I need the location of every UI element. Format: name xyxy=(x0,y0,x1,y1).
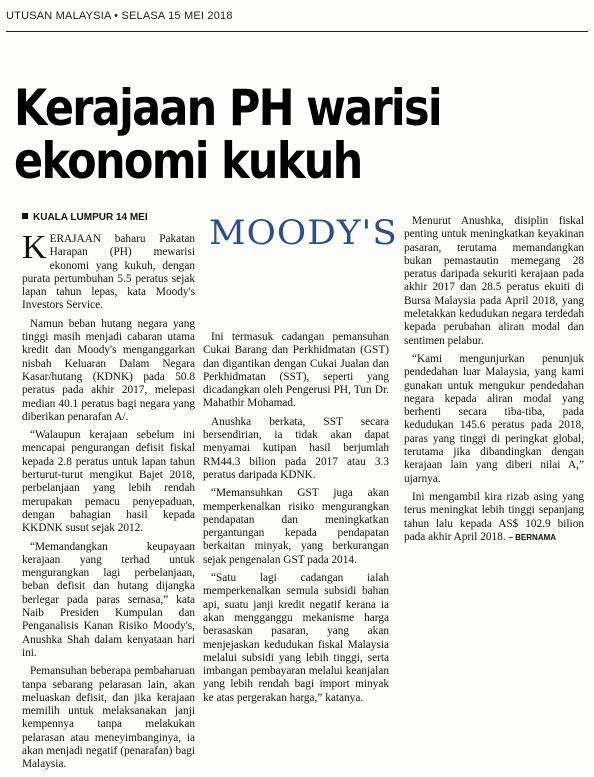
dateline-text: KUALA LUMPUR 14 MEI xyxy=(33,212,148,223)
headline: Kerajaan PH warisi ekonomi kukuh xyxy=(14,79,441,190)
drop-cap: K xyxy=(22,229,47,266)
paragraph-5: Pemansuhan beberapa pembaharuan tanpa sebarang pelarasan lain, akan meluaskan defisit, dan jika kerajaan memilih untuk melaksanakan janji kempennya tanpa melakukan pelarasan atau meneyimbanginya, ia akan menjadi negatif (penarafan) bagi Malaysia. xyxy=(22,665,195,771)
paragraph-7: Anushka berkata, SST secara bersendirian, ia tidak akan dapat menyamai kutipan hasil berjumlah RM44.3 bilion pada 2017 atau 3.3 peratus daripada KDNK. xyxy=(203,415,389,481)
paragraph-2: Namun beban hutang negara yang tinggi masih menjadi cabaran utama kredit dan Moody's menganggarkan nisbah Keluaran Dalam Negara Kasar/hutang (KDNK) pada 50.8 peratus pada akhir 2017, melepasi median 40.1 peratus bagi negara yang diberikan penarafan A/. xyxy=(22,317,195,423)
paragraph-1-text: ERAJAAN baharu Pakatan Harapan (PH) mewarisi ekonomi yang kukuh, dengan purata pertumbuhan 5.5 peratus sejak lapan tahun lepas, kata Moody's Investors Service. xyxy=(22,233,195,312)
paragraph-8: “Memansuhkan GST juga akan memperkenalkan risiko mengurangkan pendapatan dan meningkatkan pergantungan kepada pendapatan berkaitan minyak, yang berkurangan sejak pengenalan GST pada 2014. xyxy=(203,487,389,566)
paragraph-12 xyxy=(404,491,584,544)
paragraph-3: “Walaupun kerajaan sebelum ini mencapai pengurangan defisit fiskal kepada 2.8 peratus untuk lapan tahun berturut-turut mengikut Bajet 2018, perbelanjaan yang lebih rendah merupakan pemacu penyepaduan, dengan bahagian hasil kepada KKDNK susut sejak 2012. xyxy=(22,429,195,535)
paragraph-1 xyxy=(22,229,195,313)
paragraph-12-text: Ini mengambil kira rizab asing yang terus meningkat lebih tinggi sepanjang tahun lalu kepada AS$ 102.9 bilion pada akhir April 2018. xyxy=(404,490,584,543)
column-1 xyxy=(22,229,195,777)
paragraph-9: “Satu lagi cadangan ialah memperkenalkan semula subsidi bahan api, suatu janji kredit negatif kerana ia akan mengganggu mekanisme harga berasaskan pasaran, yang akan menjejaskan kedudukan fiskal Malaysia melalui subsidi yang lebih tinggi, serta imbangan pembayaran melalui keanjalan yang lebih rendah bagi import minyak ke atas pergerakan harga,” katanya. xyxy=(203,572,389,704)
dateline-bullet-icon xyxy=(22,213,28,219)
column-3 xyxy=(404,215,584,549)
dateline xyxy=(22,212,148,223)
paragraph-11: “Kami mengunjurkan penunjuk pendedahan luar Malaysia, yang kami gunakan untuk mengukur pendedahan negara kepada aliran modal yang berhenti secara tiba-tiba, pada kedudukan 145.6 peratus pada 2018, paras yang tinggi di peringkat global, terutama jika dibandingkan dengan kerajaan lain yang diberi nilai A,” ujarnya. xyxy=(404,352,584,485)
moodys-logo: MOODY'S xyxy=(209,213,398,253)
news-agency-credit: – BERNAMA xyxy=(508,532,557,542)
paragraph-10: Menurut Anushka, disiplin fiskal penting untuk meningkatkan keyakinan pasaran, terutama memandangkan bukan pemastautin memegang 28 peratus daripada sekuriti kerajaan pada akhir 2017 dan 28.5 peratus ekuiti di Bursa Malaysia pada April 2018, yang meletakkan kedudukan negara terdedah kepada perubahan aliran modal dan sentimen pelabur. xyxy=(404,215,584,347)
header-rule xyxy=(6,31,588,32)
column-2 xyxy=(203,331,389,710)
masthead: UTUSAN MALAYSIA • SELASA 15 MEI 2018 xyxy=(6,10,233,22)
paragraph-6: Ini termasuk cadangan pemansuhan Cukai Barang dan Perkhidmatan (GST) dan digantikan dengan Cukai Jualan dan Perkhidmatan (SST), seperti yang dicadangkan oleh Pengerusi PH, Tun Dr. Mahathir Mohamad. xyxy=(203,331,389,410)
paragraph-4: “Memandangkan keupayaan kerajaan yang terhad untuk mengurangkan lagi perbelanjaan, beban defisit dan hutang dijangka berlegar pada paras semasa,” kata Naib Presiden Kumpulan dan Penganalisis Kanan Risiko Moody's, Anushka Shah dalam kenyataan hari ini. xyxy=(22,540,195,659)
